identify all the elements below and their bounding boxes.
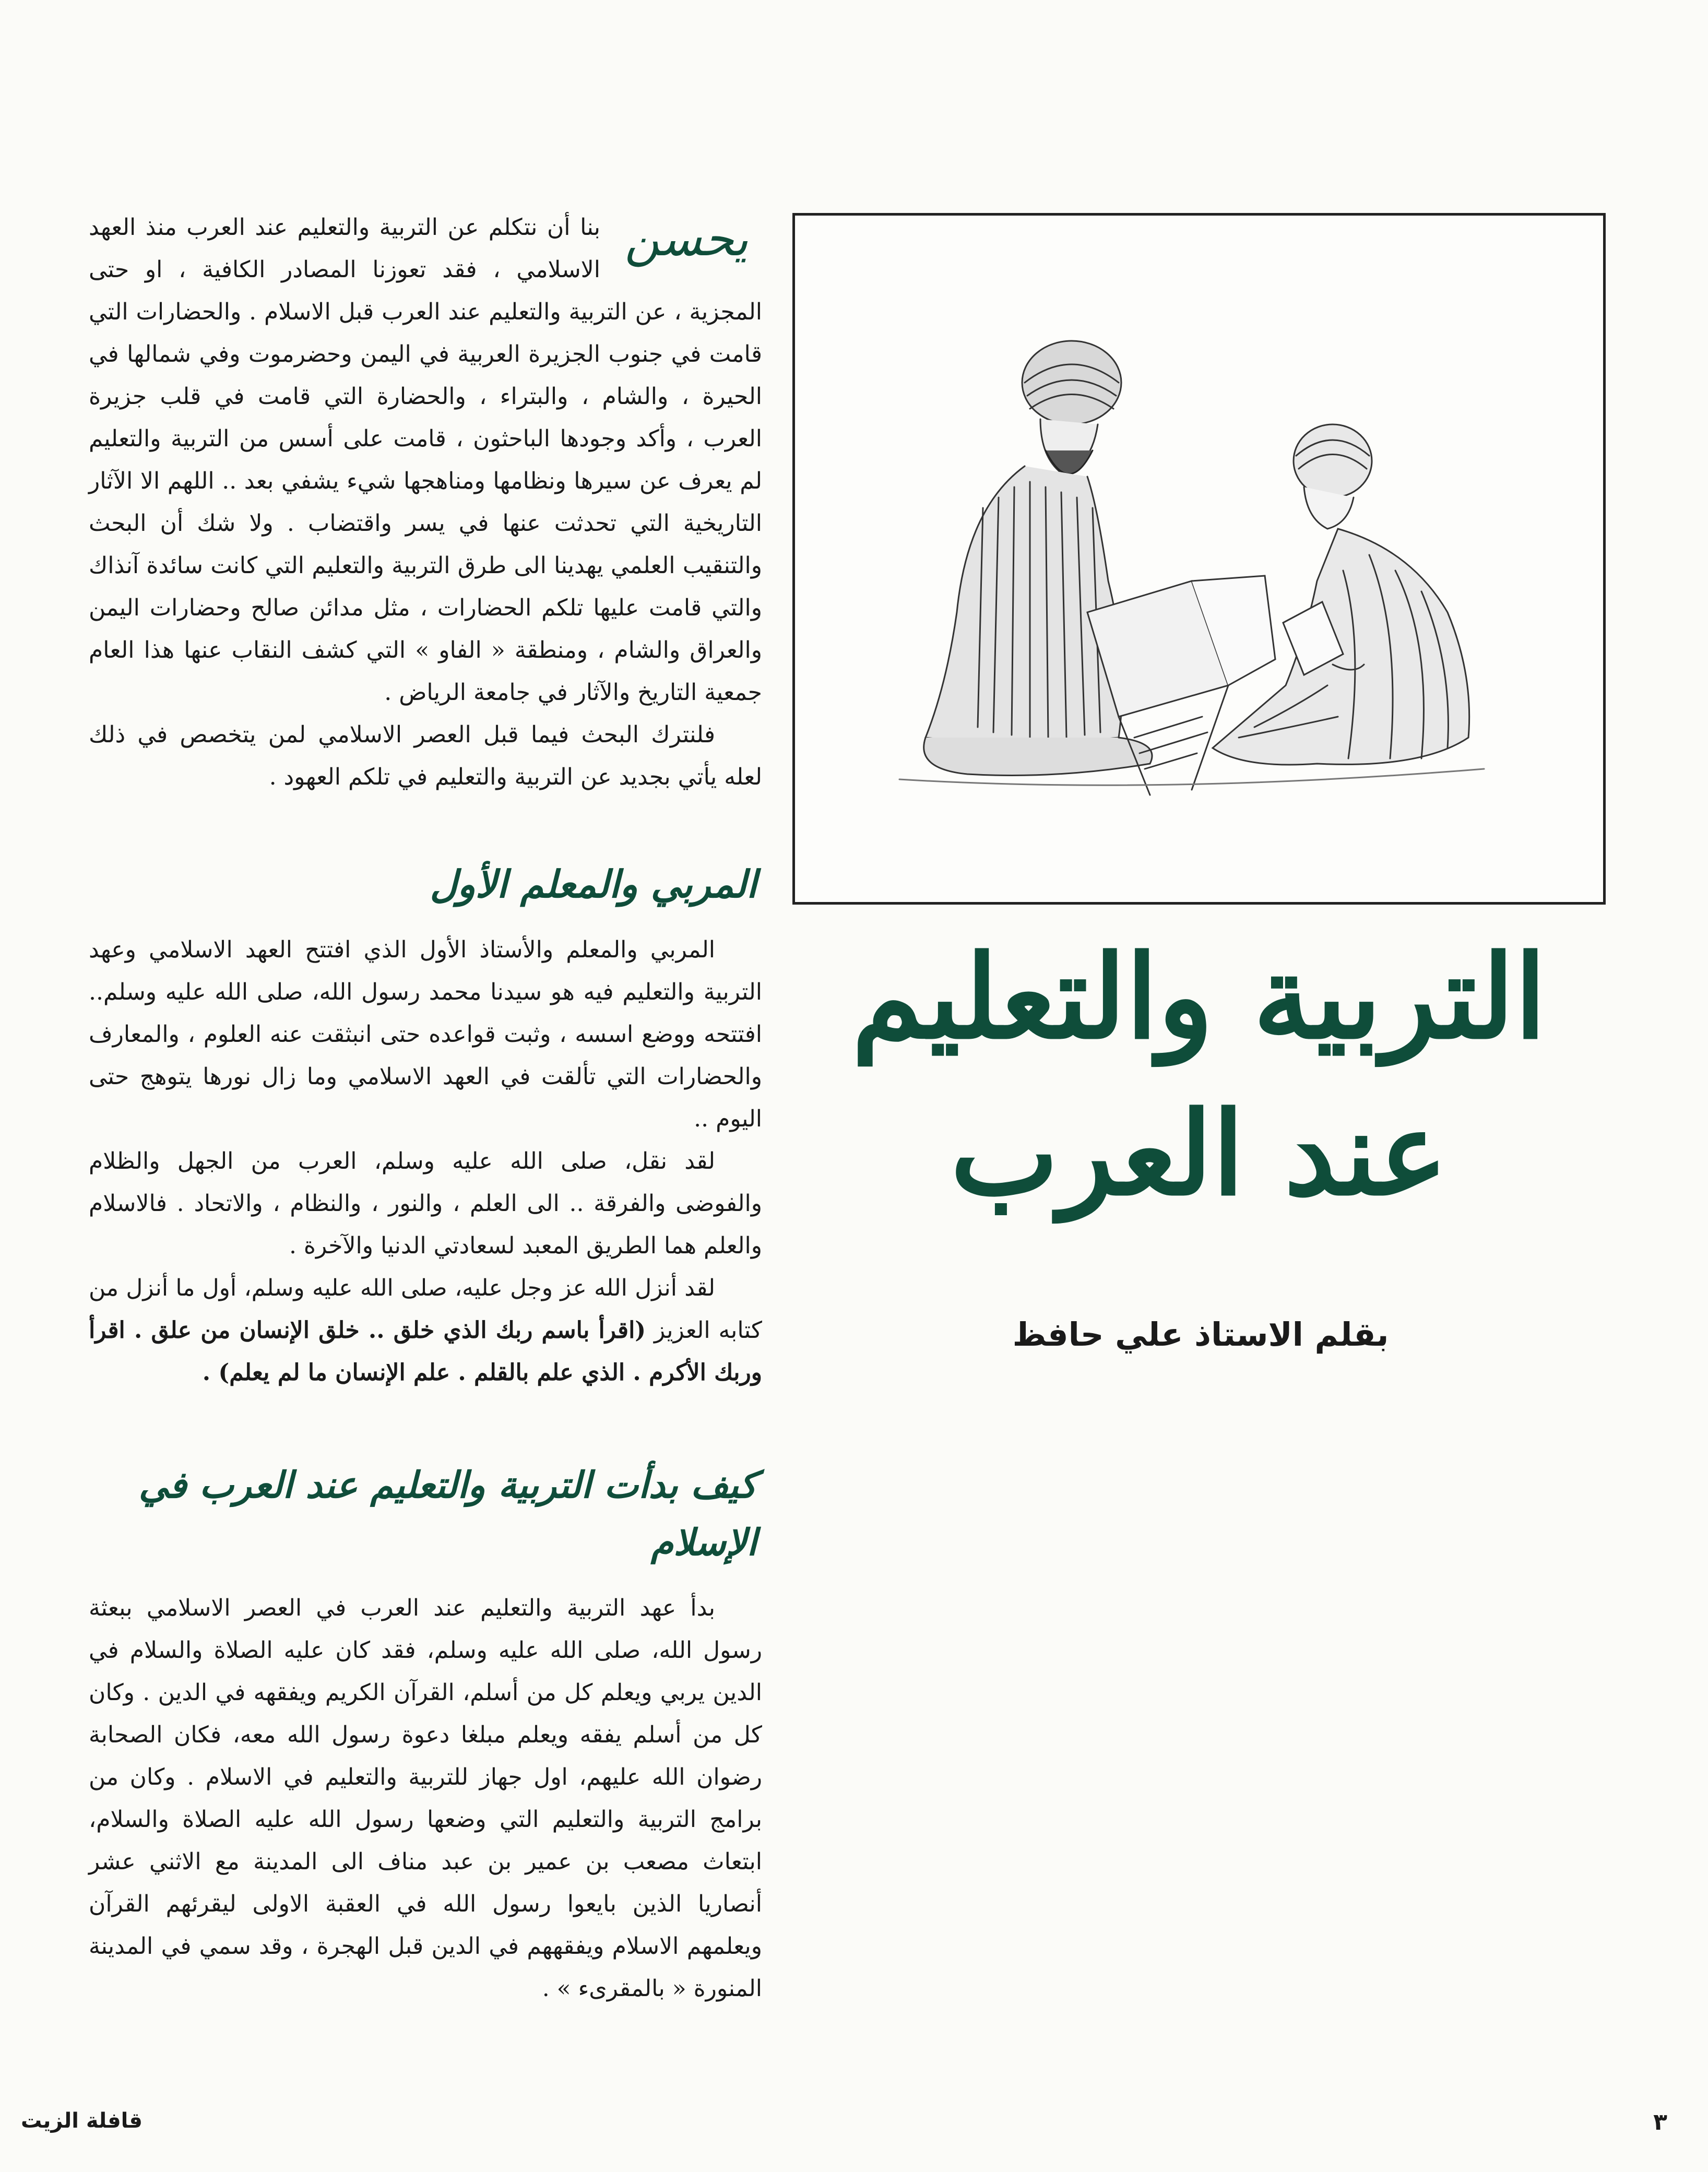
first-teacher-paragraph-3-intro: لقد أنزل الله عز وجل عليه، صلى الله عليه وسلم، أول ما أنزل من كتابه العزيز xyxy=(89,1275,762,1344)
quran-quote: (اقرأ باسم ربك الذي خلق .. خلق الإنسان من علق . اقرأ وربك الأكرم . الذي علم بالقلم . علم الإنسان ما لم يعلم) . xyxy=(89,1317,762,1386)
author-byline: بقلم الاستاذ علي حافظ xyxy=(1012,1315,1389,1354)
illustration-teacher-student xyxy=(792,213,1606,905)
teacher-student-drawing xyxy=(795,216,1603,902)
article-title xyxy=(792,919,1606,1232)
section-heading-how-began: كيف بدأت التربية والتعليم عند العرب في الإسلام xyxy=(138,1463,757,1564)
section-heading-first-teacher: المربي والمعلم الأول xyxy=(430,862,757,906)
magazine-name: قافلة الزيت xyxy=(21,2109,143,2133)
title-line-1: التربية والتعليم xyxy=(851,929,1547,1064)
intro-block xyxy=(89,206,762,714)
first-teacher-paragraph-1: المربي والمعلم والأستاذ الأول الذي افتتح العهد الاسلامي وعهد التربية والتعليم فيه هو سيدنا محمد رسول الله، صلى الله عليه وسلم.. افتتحه ووضع اسسه ، وثبت قواعده حتى انبثقت عنه العلوم ، والمعارف والحضارات التي تألقت في العهد الاسلامي وما زال نورها يتوهج حتى اليوم .. xyxy=(89,936,762,1132)
first-teacher-paragraph-2: لقد نقل، صلى الله عليه وسلم، العرب من الجهل والظلام والفوضى والفرقة .. الى العلم ، والنور ، والنظام ، والاتحاد . فالاسلام والعلم هما الطريق المعبد لسعادتي الدنيا والآخرة . xyxy=(89,1148,762,1259)
article-text-column xyxy=(89,206,762,2010)
title-line-2: عند العرب xyxy=(950,1086,1448,1221)
intro-paragraph-1: بنا أن نتكلم عن التربية والتعليم عند العرب منذ العهد الاسلامي ، فقد تعوزنا المصادر الكافية ، او حتى المجزية ، عن التربية والتعليم عند العرب قبل الاسلام . والحضارات التي قامت في جنوب الجزيرة العربية في اليمن وحضرموت وفي شمالها في الحيرة ، والشام ، والبتراء ، والحضارة التي قامت في قلب جزيرة العرب ، وأكد وجودها الباحثون ، قامت على أسس من التربية والتعليم لم يعرف عن سيرها ونظامها ومناهجها شيء يشفي بعد .. اللهم الا الآثار التاريخية التي تحدثت عنها في يسر واقتضاب . ولا شك أن البحث والتنقيب العلمي يهدينا الى طرق التربية والتعليم التي كانت سائدة آنذاك والتي قامت عليها تلكم الحضارات ، مثل مدائن صالح وحضارات اليمن والعراق والشام ، ومنطقة « الفاو » التي كشف النقاب عنها هذا العام جمعية التاريخ والآثار في جامعة الرياض . xyxy=(89,214,762,706)
intro-paragraph-2: فلنترك البحث فيما قبل العصر الاسلامي لمن يتخصص في ذلك لعله يأتي بجديد عن التربية والتعليم في تلكم العهود . xyxy=(89,721,762,790)
first-teacher-paragraph-3 xyxy=(89,1267,762,1394)
how-began-paragraph-1: بدأ عهد التربية والتعليم عند العرب في العصر الاسلامي ببعثة رسول الله، صلى الله عليه وسلم، فقد كان عليه الصلاة والسلام في الدين يربي ويعلم كل من أسلم، القرآن الكريم ويفقهه في الدين . وكان كل من أسلم يفقه ويعلم مبلغا دعوة رسول الله معه، فكان الصحابة رضوان الله عليهم، اول جهاز للتربية والتعليم في الاسلام . وكان من برامج التربية والتعليم التي وضعها رسول الله عليه الصلاة والسلام، ابتعاث مصعب بن عمير بن عبد مناف الى المدينة مع الاثني عشر أنصاريا الذين بايعوا رسول الله في العقبة الاولى ليقرئهم القرآن ويعلمهم الاسلام ويفقههم في الدين قبل الهجرة ، وقد سمي في المدينة المنورة « بالمقرىء » . xyxy=(89,1595,762,2002)
page-number: ٣ xyxy=(1653,2109,1667,2135)
intro-lead-word: يحسن xyxy=(624,211,749,267)
